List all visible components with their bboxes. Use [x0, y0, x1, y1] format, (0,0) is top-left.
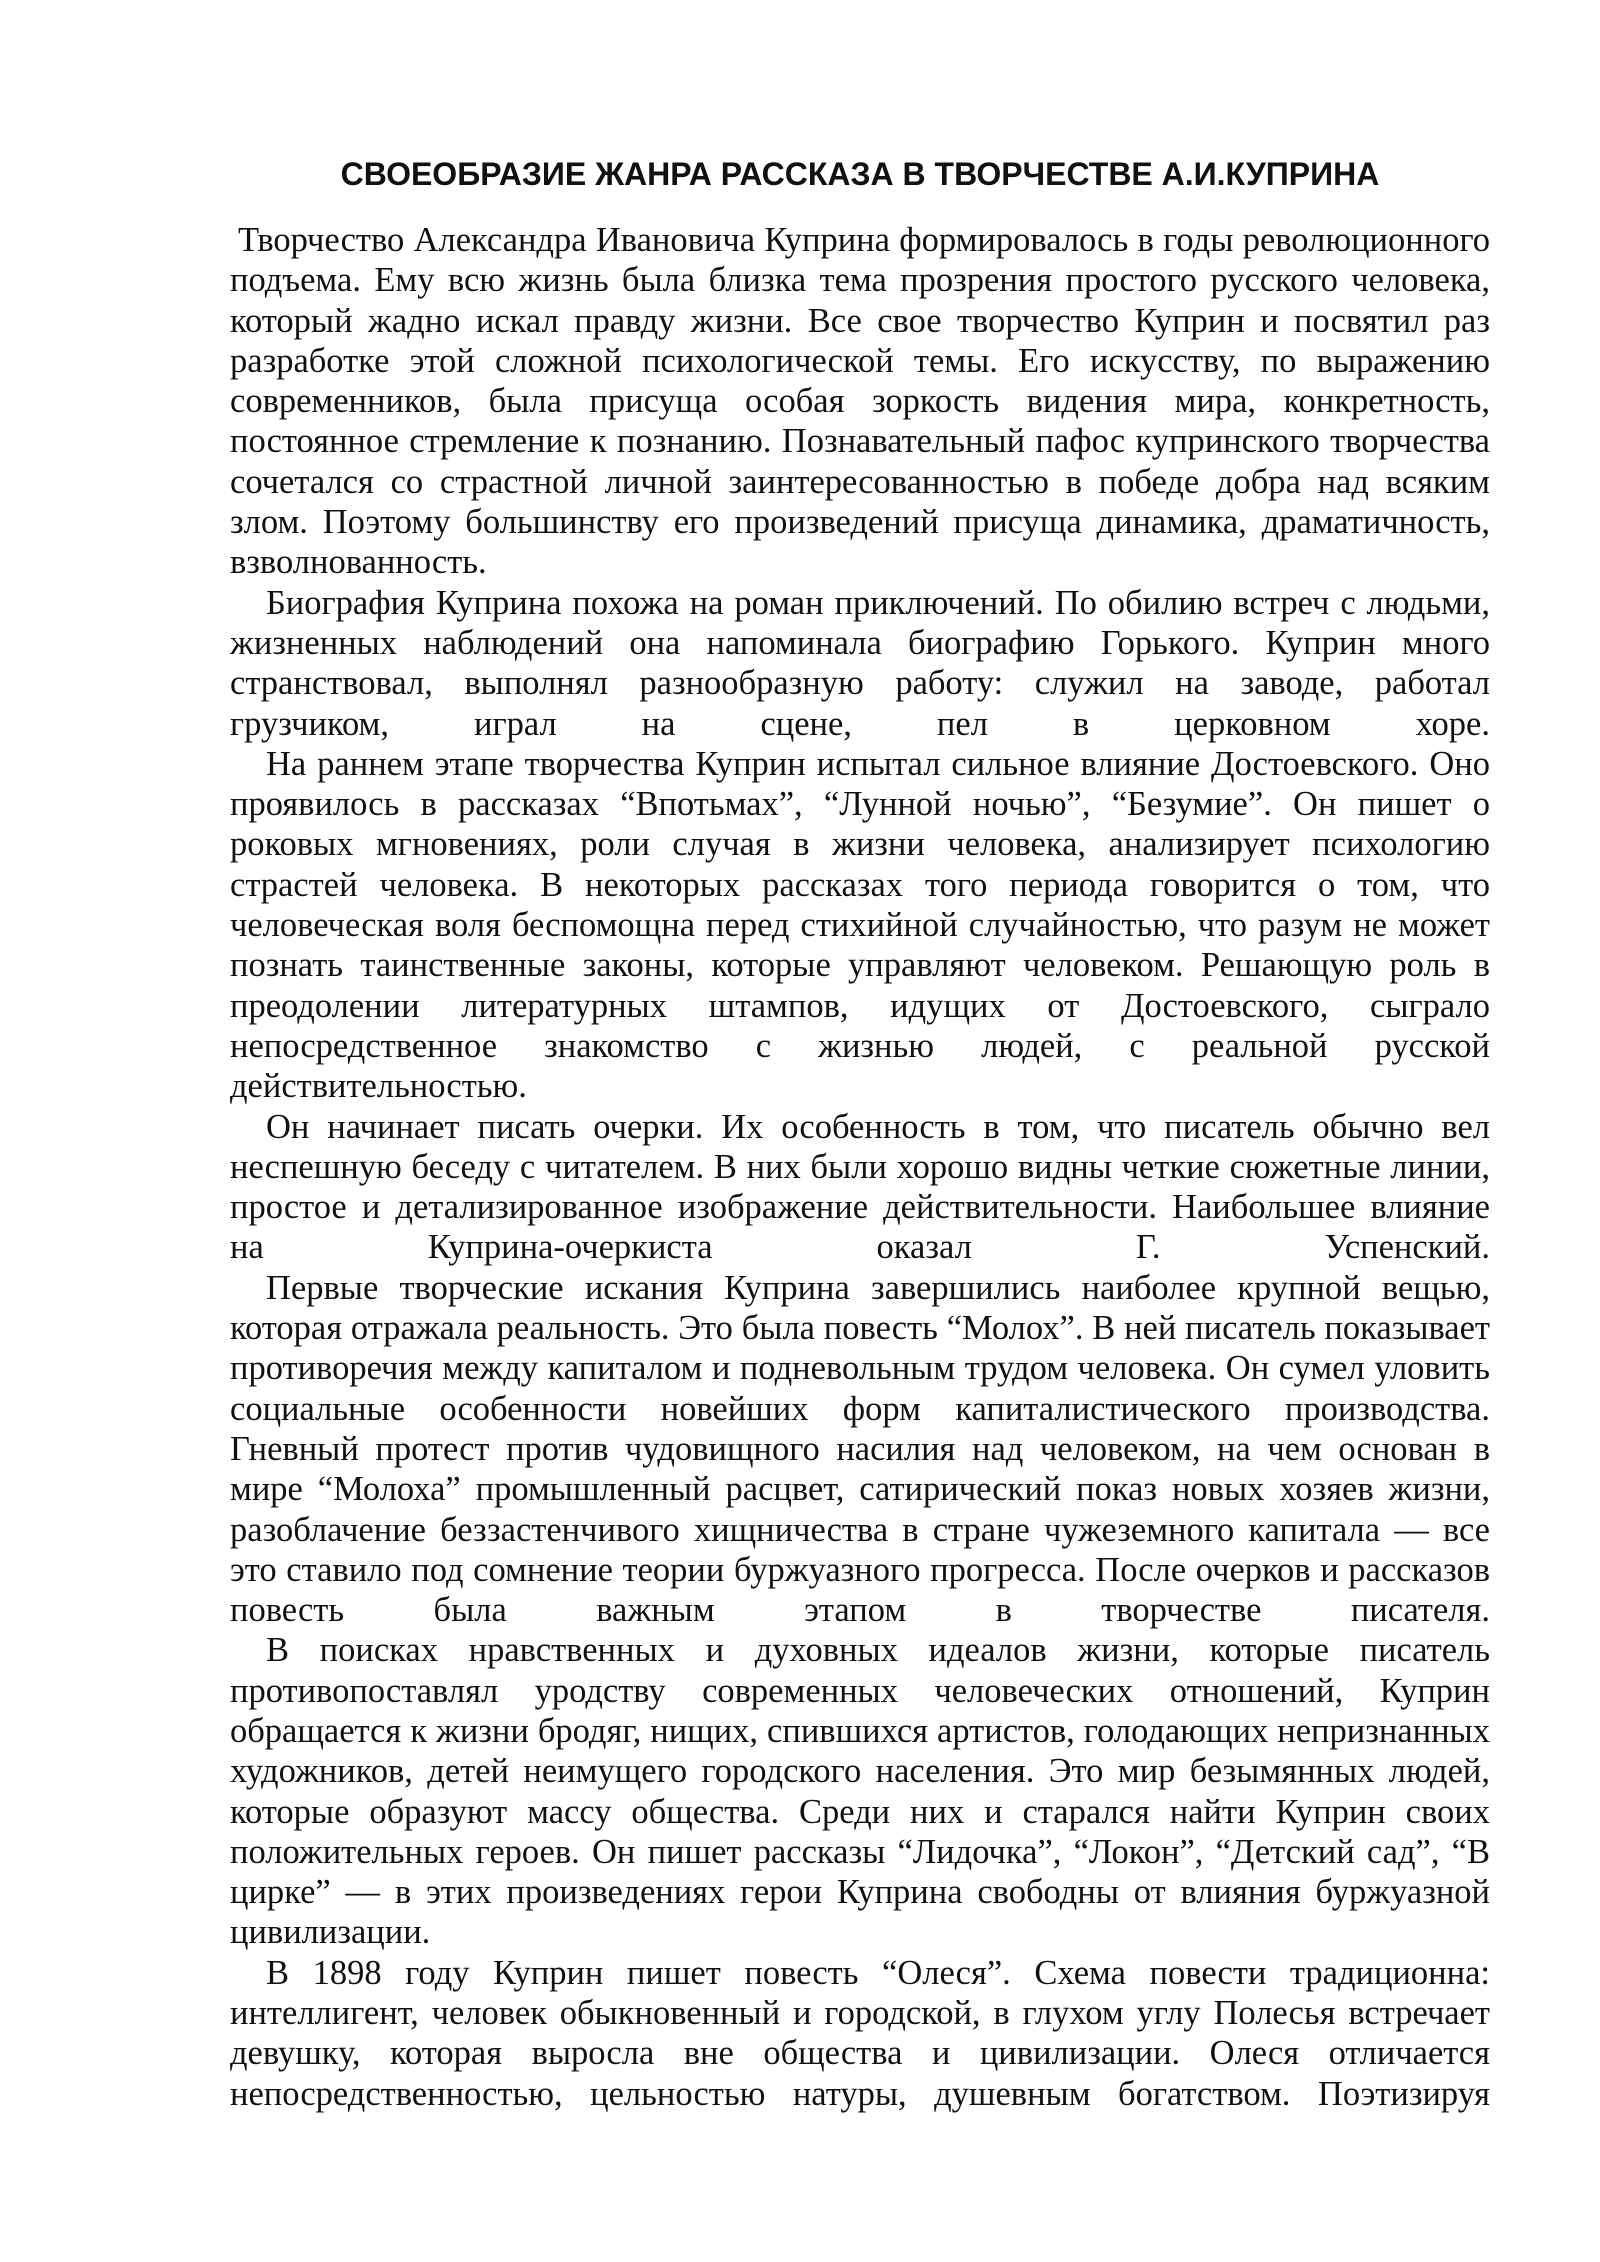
paragraph: На раннем этапе творчества Куприн испытал сильное влияние Достоевского. Оно проявилось в рассказах “Впотьмах”, “Лунной ночью”, “Безумие”. Он пишет о роковых мгновениях, роли случая в жизни человека, анализирует психологию страстей человека. В некоторых рассказах того периода говорится о том, что человеческая воля беспомощна перед стихийной случайностью, что разум не может познать таинственные законы, которые управляют человеком. Решающую роль в преодолении литературных штампов, идущих от Достоевского, сыграло непосредственное знакомство с жизнью людей, с реальной русской действительностью. [230, 744, 1490, 1106]
paragraph: Творчество Александра Ивановича Куприна формировалось в годы революционного подъема. Ему всю жизнь была близка тема прозрения простого русского человека, который жадно искал правду жизни. Все свое творчество Куприн и посвятил раз разработке этой сложной психологической темы. Его искусству, по выражению современников, была присуща особая зоркость видения мира, конкретность, постоянное стремление к познанию. Познавательный пафос купринского творчества сочетался со страстной личной заинтересованностью в победе добра над всяким злом. Поэтому большинству его произведений присуща динамика, драматичность, взволнованность. [230, 221, 1490, 582]
paragraph: Первые творческие искания Куприна завершились наиболее крупной вещью, которая отражала реальность. Это была повесть “Молох”. В ней писатель показывает противоречия между капиталом и подневольным трудом человека. Он сумел уловить социальные особенности новейших форм капиталистического производства. Гневный протест против чудовищного насилия над человеком, на чем основан в мире “Молоха” промышленный расцвет, сатирический показ новых хозяев жизни, разоблачение беззастенчивого хищничества в стране чужеземного капитала — все это ставило под сомнение теории буржуазного прогресса. После очерков и рассказов повесть была важным этапом в творчестве писателя. [230, 1268, 1490, 1630]
paragraph: Он начинает писать очерки. Их особенность в том, что писатель обычно вел неспешную беседу с читателем. В них были хорошо видны четкие сюжетные линии, простое и детализированное изображение действительности. Наибольшее влияние на Куприна-очеркиста оказал Г. Успенский. [230, 1107, 1490, 1267]
paragraph: В 1898 году Куприн пишет повесть “Олеся”. Схема повести традиционна: интеллигент, человек обыкновенный и городской, в глухом углу Полесья встречает девушку, которая выросла вне общества и цивилизации. Олеся отличается непосредственностью, цельностью натуры, душевным богатством. Поэтизируя [230, 1953, 1490, 2113]
document-title: СВОЕОБРАЗИЕ ЖАНРА РАССКАЗА В ТВОРЧЕСТВЕ А.И.КУПРИНА [340, 156, 1380, 192]
paragraph: Биография Куприна похожа на роман приключений. По обилию встреч с людьми, жизненных наблюдений она напоминала биографию Горького. Куприн много странствовал, выполнял разнообразную работу: служил на заводе, работал грузчиком, играл на сцене, пел в церковном хоре. [230, 583, 1490, 743]
paragraph: В поисках нравственных и духовных идеалов жизни, которые писатель противопоставлял уродству современных человеческих отношений, Куприн обращается к жизни бродяг, нищих, спившихся артистов, голодающих непризнанных художников, детей неимущего городского населения. Это мир безымянных людей, которые образуют массу общества. Среди них и старался найти Куприн своих положительных героев. Он пишет рассказы “Лидочка”, “Локон”, “Детский сад”, “В цирке” — в этих произведениях герои Куприна свободны от влияния буржуазной цивилизации. [230, 1631, 1490, 1952]
document-body [230, 220, 1490, 2114]
